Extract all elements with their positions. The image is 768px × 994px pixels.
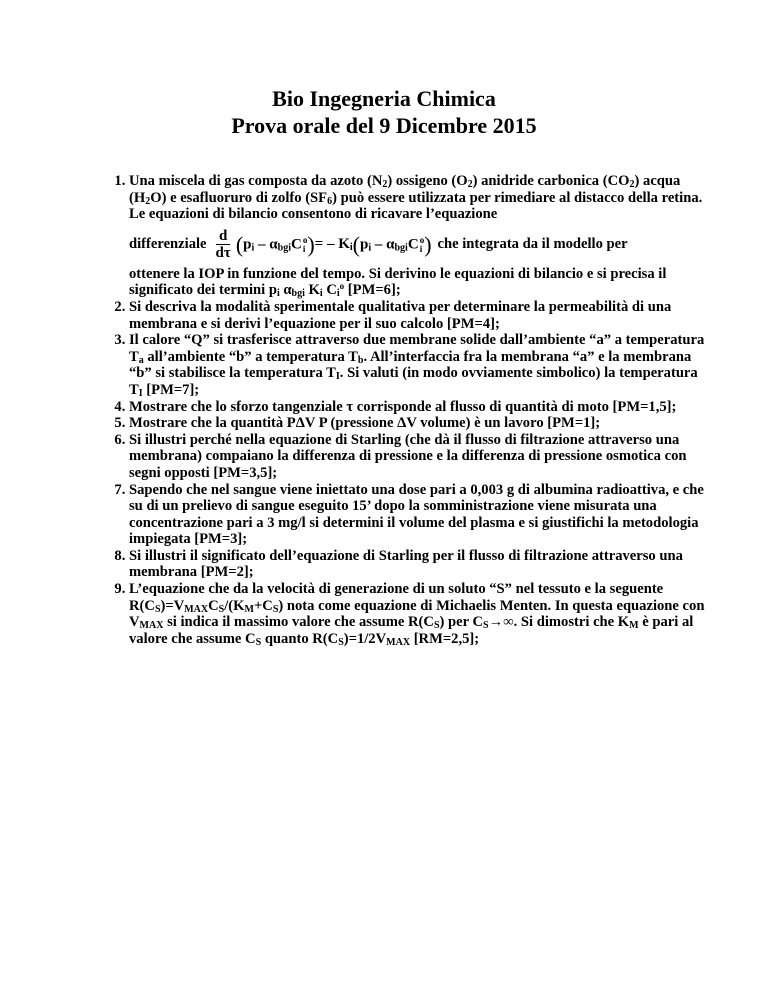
q3-sub-b: b bbox=[357, 354, 364, 366]
q3-text-a: Il calore “Q” si trasferisce attraverso due membrane solide dall’ambiente “a” a temperatura T bbox=[129, 332, 705, 365]
q3-text-d: . Si valuti (in modo ovviamente simbolico) la temperatura T bbox=[129, 365, 698, 398]
title-line-1: Bio Ingegneria Chimica bbox=[272, 86, 496, 111]
question-6: 6. Si illustri perché nella equazione di Starling (che dà il flusso di filtrazione attraverso una membrana) compaiano la differenza di pressione e la differenza di pressione osmotica con segni opposti [PM=3,5]; bbox=[129, 432, 709, 482]
q9-text-a: L’equazione che da la velocità di generazione di un soluto “S” nel tessuto e la seguente R(C bbox=[129, 581, 664, 614]
q9-sub-g: S bbox=[433, 620, 440, 632]
question-3 bbox=[129, 332, 709, 398]
q1-sub-c: 2 bbox=[629, 179, 635, 190]
fraction-denominator: dτ bbox=[215, 245, 231, 262]
q1-text-g: differenziale bbox=[129, 236, 207, 253]
q1-sub-j: bgi bbox=[291, 288, 305, 300]
eq-lhs-terms: $p_i - \alpha_{bgi}C$ o i bbox=[243, 234, 308, 254]
q9-sub-i: M bbox=[629, 620, 639, 632]
q1-sub-k: i bbox=[319, 288, 323, 300]
q1-text-k: K bbox=[304, 282, 320, 299]
eq-equals: = – $K_i$ bbox=[314, 236, 353, 254]
fraction-numerator: d bbox=[216, 228, 230, 245]
q9-text-l: )=1/2V bbox=[343, 630, 387, 647]
question-2: 2. Si descriva la modalità sperimentale qualitativa per determinare la permeabilità di una membrana e si derivi l’equazione per il suo calcolo [PM=4]; bbox=[129, 299, 709, 332]
q1-text-f: ) può essere utilizzata per rimediare al distacco della retina. Le equazioni di bilancio consentono di ricavare l’equazione bbox=[129, 189, 703, 223]
q9-text-d: /(K bbox=[224, 597, 245, 614]
q3-sub-c: I bbox=[335, 371, 340, 383]
q1-text-d: ) acqua (H bbox=[129, 173, 681, 206]
q9-text-f: ) nota come equazione di Michaelis Menten. In questa equazione con V bbox=[129, 597, 705, 631]
q1-text-j: α bbox=[279, 282, 292, 299]
question-list bbox=[98, 173, 709, 647]
equation-line bbox=[129, 224, 709, 266]
q9-sub-j: S bbox=[255, 636, 262, 648]
q9-sub-c: S bbox=[218, 603, 225, 615]
q9-text-i: →∞. Si dimostri che K bbox=[488, 614, 630, 631]
q3-text-b: all’ambiente “b” a temperatura T bbox=[143, 348, 358, 365]
q1-text-h: che integrata da il modello per bbox=[437, 236, 628, 253]
eq-rhs-terms: $p_i - \alpha_{bgi}C$ o i bbox=[360, 234, 425, 254]
q9-sub-f: MAX bbox=[139, 620, 164, 632]
title-line-2: Prova orale del 9 Dicembre 2015 bbox=[231, 113, 537, 138]
q1-text-a: Una miscela di gas composta da azoto (N bbox=[129, 173, 383, 189]
q1-sub-i: i bbox=[276, 288, 280, 300]
q3-text-c: . All’interfaccia fra la membrana “a” e la membrana “b” si stabilisce la temperatura T bbox=[129, 348, 692, 382]
q9-text-m: [RM=2,5]; bbox=[410, 630, 480, 647]
eq-left-paren-1: ( bbox=[235, 231, 244, 257]
question-4: 4. Mostrare che lo sforzo tangenziale τ corrisponde al flusso di quantità di moto [PM=1,5]; bbox=[129, 399, 709, 416]
question-7: 7. Sapendo che nel sangue viene iniettato una dose pari a 0,003 g di albumina radioattiva, e che su di un prelievo di sangue eseguito 15’ dopo la somministrazione viene misurata una concentrazione pari a 3 mg/l si determini il volume del plasma e si giustifichi la metodologia impiegata [PM=3]; bbox=[129, 482, 709, 548]
q1-text-b: ) ossigeno (O bbox=[387, 173, 468, 189]
derivative-fraction bbox=[213, 228, 234, 261]
question-9 bbox=[129, 581, 709, 647]
q1-text-m: [PM=6]; bbox=[344, 282, 401, 299]
q9-text-k: quanto R(C bbox=[261, 630, 339, 647]
q1-sub-b: 2 bbox=[467, 179, 473, 190]
q9-sub-d: M bbox=[244, 603, 254, 615]
eq-right-paren-2: ) bbox=[424, 231, 432, 257]
q3-sub-a: a bbox=[138, 354, 144, 366]
q9-sub-e: S bbox=[272, 603, 279, 615]
q9-text-e: +C bbox=[253, 597, 273, 614]
q3-sub-d: I bbox=[138, 387, 143, 399]
q1-sub-l: i bbox=[336, 288, 340, 300]
eq-right-paren-1: ) bbox=[307, 231, 315, 257]
q9-sub-h: S bbox=[483, 620, 489, 632]
question-5: 5. Mostrare che la quantità PΔV P (pressione ΔV volume) è un lavoro [PM=1]; bbox=[129, 415, 709, 432]
q9-text-c: C bbox=[208, 597, 219, 614]
differential-equation bbox=[213, 228, 432, 261]
q3-text-e: [PM=7]; bbox=[142, 381, 200, 398]
q1-sup-l: o bbox=[339, 281, 345, 292]
question-1 bbox=[129, 173, 709, 299]
q9-sub-a: S bbox=[154, 603, 161, 615]
q9-text-g: si indica il massimo valore che assume R(C bbox=[163, 614, 434, 631]
q1-text-i: ottenere la IOP in funzione del tempo. Si derivino le equazioni di bilancio e si precisa il significato dei termini p bbox=[129, 265, 667, 299]
q9-text-b: )=V bbox=[160, 597, 185, 614]
q1-sub-a: 2 bbox=[382, 179, 388, 190]
q1-text-e: O) e esafluoruro di zolfo (SF bbox=[150, 189, 328, 206]
q9-sub-l: MAX bbox=[386, 636, 411, 648]
question-8: 8. Si illustri il significato dell’equazione di Starling per il flusso di filtrazione attraverso una membrana [PM=2]; bbox=[129, 548, 709, 581]
q9-text-j: è pari al valore che assume C bbox=[129, 614, 694, 647]
q9-sub-k: S bbox=[338, 636, 344, 648]
q1-sub-d: 2 bbox=[145, 195, 151, 207]
q1-text-l: C bbox=[322, 282, 337, 299]
q1-sub-e: 6 bbox=[327, 195, 333, 207]
eq-left-paren-2: ( bbox=[352, 231, 360, 257]
q1-text-c: ) anidride carbonica (CO bbox=[472, 173, 630, 189]
q9-sub-b: MAX bbox=[184, 603, 209, 615]
q9-text-h: ) per C bbox=[439, 614, 484, 631]
